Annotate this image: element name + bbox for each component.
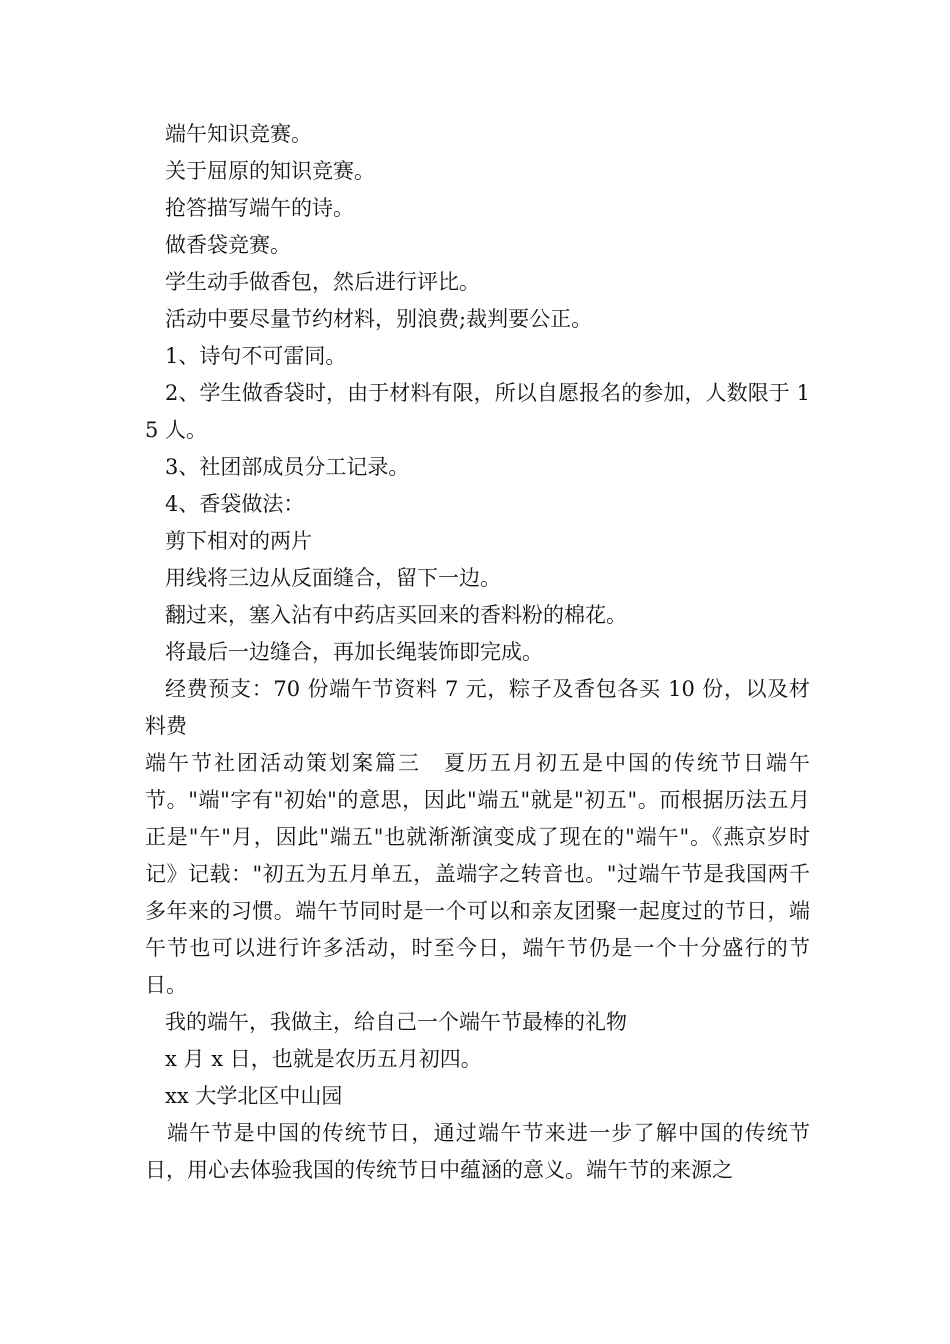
paragraph-step-finish: 将最后一边缝合，再加长绳装饰即完成。 bbox=[165, 640, 543, 664]
paragraph-budget: 经费预支：70 份端午节资料 7 元，粽子及香包各买 10 份，以及材料费 bbox=[145, 677, 810, 738]
paragraph-sachet-judging: 学生动手做香包，然后进行评比。 bbox=[165, 270, 480, 294]
paragraph-location: xx 大学北区中山园 bbox=[165, 1084, 343, 1108]
paragraph-step-fill: 翻过来，塞入沾有中药店买回来的香料粉的棉花。 bbox=[165, 603, 627, 627]
paragraph-sachet-contest: 做香袋竞赛。 bbox=[165, 233, 291, 257]
paragraph-quiz: 端午知识竞赛。 bbox=[165, 122, 312, 146]
paragraph-rule-3: 3、社团部成员分工记录。 bbox=[165, 455, 410, 479]
document-body bbox=[145, 116, 810, 1189]
paragraph-rule-4: 4、香袋做法： bbox=[165, 492, 305, 516]
paragraph-date: x 月 x 日，也就是农历五月初四。 bbox=[165, 1047, 482, 1071]
paragraph-rule-1: 1、诗句不可雷同。 bbox=[165, 344, 347, 368]
paragraph-plan-three: 端午节社团活动策划案篇三 夏历五月初五是中国的传统节日端午节。"端"字有"初始"的意思，因此"端五"就是"初五"。而根据历法五月正是"午"月，因此"端五"也就渐渐演变成了现在的"端午"。《燕京岁时记》记载："初五为五月单五，盖端字之转音也。"过端午节是我国两千多年来的习惯。端午节同时是一个可以和亲友团聚一起度过的节日，端午节也可以进行许多活动，时至今日，端午节仍是一个十分盛行的节日。 bbox=[145, 751, 810, 997]
paragraph-purpose: 端午节是中国的传统节日，通过端午节来进一步了解中国的传统节日，用心去体验我国的传统节日中蕴涵的意义。端午节的来源之 bbox=[145, 1121, 810, 1182]
paragraph-poem-quiz: 抢答描写端午的诗。 bbox=[165, 196, 354, 220]
paragraph-rule-2: 2、学生做香袋时，由于材料有限，所以自愿报名的参加，人数限于 15 人。 bbox=[145, 381, 810, 442]
paragraph-my-duanwu: 我的端午，我做主，给自己一个端午节最棒的礼物 bbox=[165, 1010, 627, 1034]
paragraph-step-cut: 剪下相对的两片 bbox=[165, 529, 312, 553]
paragraph-step-sew: 用线将三边从反面缝合，留下一边。 bbox=[165, 566, 501, 590]
paragraph-save-materials: 活动中要尽量节约材料，别浪费;裁判要公正。 bbox=[165, 307, 593, 331]
paragraph-quyuan-quiz: 关于屈原的知识竞赛。 bbox=[165, 159, 375, 183]
